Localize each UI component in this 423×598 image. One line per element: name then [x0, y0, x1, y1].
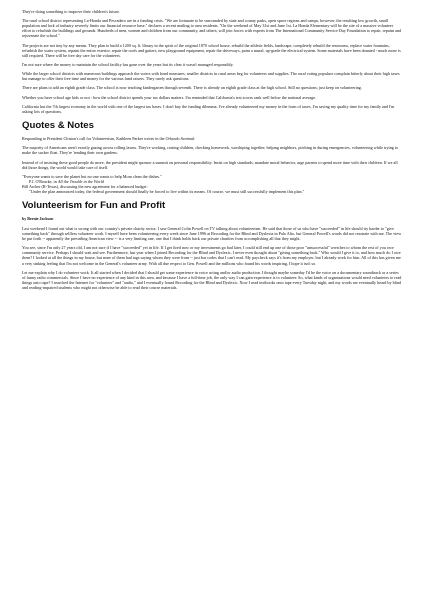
- blockquote-paragraph: The majority of Americans aren't exactly gazing across rolling lawns. They're working, raising children, checking homework, worshiping together; helping neighbors, pitching in during emergencies, volunteering while trying to make the sucker float. They're 'tending their own gardens.: [22, 145, 399, 156]
- article-paragraph: Let me explain why I do volunteer work. It all started when I decided that I should get some experience in voice acting and/or audio production. I thought maybe someday I'd be the voice on a documentary soundtrack or a series of funny radio commercials. Since I have no experience of any kind in this area, and because I have a full-time job, the only way I can gain experience is to volunteer. So, what kinds of organizations would need volunteers to read things onto tape? I searched the Internet for "volunteer" and "audio," and I eventually found Recording for the Blind and Dyslexic. Now I read textbooks onto tape every Tuesday night, and my words are eventually heard by blind and reading-impaired students who might not otherwise be able to read their course materials.: [22, 269, 402, 290]
- newsletter-page: [0, 0, 423, 290]
- quotes-lead-text: Responding to President Clinton's call for Volunteerism, Kathleen Parker writes in the: [22, 136, 166, 142]
- archer-line: Bill Archer (R-Texas), discussing the new agreement for a balanced budget:: [22, 183, 148, 189]
- intro-paragraph: Whether you have school age kids or not - how the school district spends your tax dollars matters. I'm reminded that California's test scores rank well below the national average.: [22, 94, 317, 100]
- intro-paragraph: The projects are not tiny by any means. They plan to build a 1200 sq. ft. library in the spirit of the original 1870 school house, rebuild the athletic fields, landscape, completely rebuild the restrooms, replace water fountains, refurbish the water system, repaint the entire exterior, repair the roofs and gutters, new playground equipment, repair the driveways, paint a mural, up-grade the electrical system. Some materials have been donated - much more is still required. There will be free day care for the volunteers.: [22, 42, 401, 58]
- orourke-attribution-text: P.J. O'Rourke, in: [29, 178, 58, 184]
- parker-quote-block: [22, 145, 403, 169]
- quotes-section: [22, 120, 403, 194]
- article-paragraph: Last weekend I found out what is wrong with our country's private charity sector. I saw General Colin Powell on TV talking about volunteerism. He said that those of us who have "succeeded" in life should try harder to "give something back" through selfless volunteer work. I myself have been volunteering every week since June 1996 at Recording for the Blind and Dyslexia in Palo Alto, but General Powell's words did not resonate with me. The view he put forth -- apparently the prevailing American view -- is a very limiting one, one that I think holds back our private charities from accomplishing all that they might.: [22, 226, 402, 242]
- intro-section: [22, 9, 403, 114]
- article-byline: by Bernie Jackson: [22, 216, 54, 221]
- intro-paragraph: The rural school district representing La-Honda and Pescadero are in a funding crisis. "We are fortunate to be surrounded by state and county parks, open space regions and camps, however, the resulting low growth, small population and lack of industry severely limits our financial resource base," declares a recent mailing to area residents. "On the weekend of May 31st and June 1st, La Honda Elementary will be the site of a massive volunteer effort to refurbish the buildings and grounds. Hundreds of men, women and children from our community, and others, will join forces with experts from The International Community Service Day Foundation to repair, repaint and rejuvenate the school.": [22, 18, 402, 39]
- orourke-quote: "Everyone wants to save the planet but no one wants to help Mom clean the dishes.": [22, 173, 162, 179]
- intro-paragraph: I'm not sure where the money to maintain the school facility has gone over the years but its clear it wasn't managed responsibly.: [22, 61, 234, 67]
- quotes-lead-source: Orlando Sentinal: [165, 136, 195, 142]
- article-section: [22, 200, 403, 290]
- intro-paragraph: There are plans to add an eighth grade class. The school is now teaching kindergarten through seventh. There is already an eighth grade class at the high school. Still no questions; just keep on volunteering.: [22, 85, 362, 91]
- quotes-lead-end: :: [194, 136, 196, 142]
- article-heading: Volunteerism for Fun and Profit: [22, 200, 166, 211]
- intro-paragraph: While the larger school districts with numerous buildings approach the voters with bond measures, smaller districts in rural areas beg for volunteers and supplies. The rural voting populace complain bitterly about their high taxes but manage to offer their free time and money for the various fund raisers. They rarely ask questions.: [22, 71, 400, 82]
- orourke-source: All the Trouble in the World: [57, 178, 104, 184]
- article-paragraph: You see, since I'm only 27 years old, I am not sure if I have "succeeded" yet in life. If I get fired now or my investments go bad later, I could still end up one of those poor "unsuccessful" wretches to whom the rest of you owe community service. Perhaps I should wait and see. Furthermore, last year when I joined Recording for the Blind and Dyslexic, I never even thought about "giving something back." Who would I give it to, and how much do I owe them? I looked at all the things in my house, but none of them had tags saying whom they were from -- just bar codes that I can't read. My paycheck says it's from my employer, but I already work for him. All of this has given me a very sinking feeling that I'm not welcome in the General's volunteer army. With all due respect to Gen. Powell and the millions who found his words inspiring, I hope it isn't so.: [22, 245, 401, 266]
- intro-paragraph: California has the 7th largest economy in the world with one of the largest tax bases. I don't buy the funding dilemma. I've already volunteered my money in the form of taxes. I'm saving my quality time for my family and I'm asking lots of questions.: [22, 103, 395, 114]
- quotes-heading: Quotes & Notes: [22, 120, 94, 132]
- quotes-lead: [22, 136, 403, 141]
- archer-quote: "Under the plan announced today, the federal government should finally be forced to live within its means. Of course, we must still successfully implement this plan.": [29, 188, 305, 194]
- intro-paragraph: They're doing something to improve their children's future.: [22, 9, 120, 14]
- blockquote-paragraph: Instead of of insisting these good people do more, the president might sponsor a summit on personal responsibility. Insist on high standards, mandate moral behavior, urge parents to spend more time with their children. If we all did those things, the world would take care of itself.: [22, 159, 398, 170]
